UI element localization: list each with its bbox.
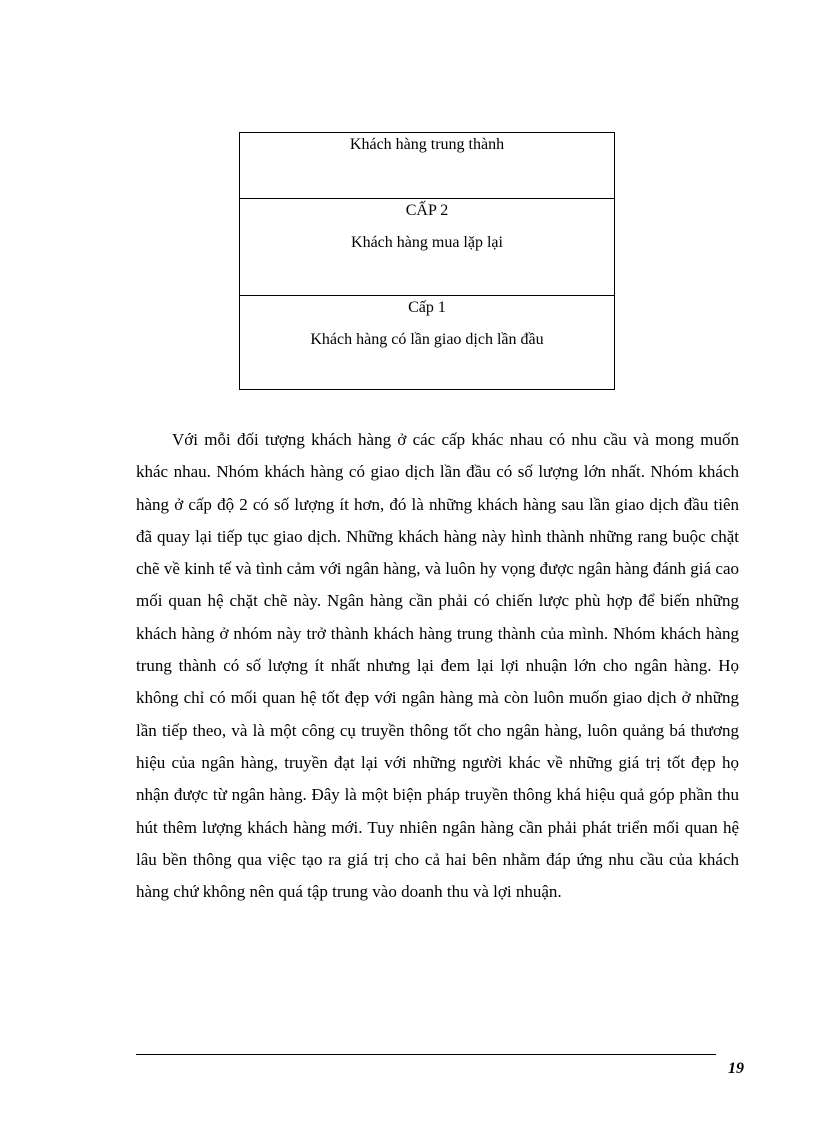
level-1-label: Khách hàng có lần giao dịch lần đầu <box>310 331 544 348</box>
level-2-repeat-customers <box>240 199 614 296</box>
level-2-title: CẤP 2 <box>405 202 449 219</box>
level-loyal-label: Khách hàng trung thành <box>349 136 505 153</box>
body-paragraph: Với mỗi đối tượng khách hàng ở các cấp khác nhau có nhu cầu và mong muốn khác nhau. Nhóm khách hàng có giao dịch lần đầu có số lượng lớn nhất. Nhóm khách hàng ở cấp độ 2 có số lượng ít hơn, đó là những khách hàng sau lần giao dịch đầu tiên đã quay lại tiếp tục giao dịch. Những khách hàng này hình thành những rang buộc chặt chẽ về kinh tế và tình cảm với ngân hàng, và luôn hy vọng được ngân hàng đánh giá cao mối quan hệ chặt chẽ này. Ngân hàng cần phải có chiến lược phù hợp để biến những khách hàng ở nhóm này trở thành khách hàng trung thành của mình. Nhóm khách hàng trung thành có số lượng ít nhất nhưng lại đem lại lợi nhuận lớn cho ngân hàng. Họ không chỉ có mối quan hệ tốt đẹp với ngân hàng mà còn luôn muốn giao dịch ở những lần tiếp theo, và là một công cụ truyền thông tốt cho ngân hàng, luôn quảng bá thương hiệu của ngân hàng, truyền đạt lại với những người khác về những giá trị tốt đẹp họ nhận được từ ngân hàng. Đây là một biện pháp truyền thông khá hiệu quả góp phần thu hút thêm lượng khách hàng mới. Tuy nhiên ngân hàng cần phải phát triển mối quan hệ lâu bền thông qua việc tạo ra giá trị cho cả hai bên nhằm đáp ứng nhu cầu của khách hàng chứ không nên quá tập trung vào doanh thu và lợi nhuận. <box>136 430 739 902</box>
level-1-title: Cấp 1 <box>408 299 446 316</box>
footer-divider <box>136 1054 716 1055</box>
level-2-label: Khách hàng mua lặp lại <box>351 234 503 251</box>
level-loyal-customers <box>240 133 614 199</box>
level-1-first-time-customers <box>240 296 614 391</box>
page-number: 19 <box>728 1060 744 1077</box>
customer-level-diagram <box>239 132 615 390</box>
